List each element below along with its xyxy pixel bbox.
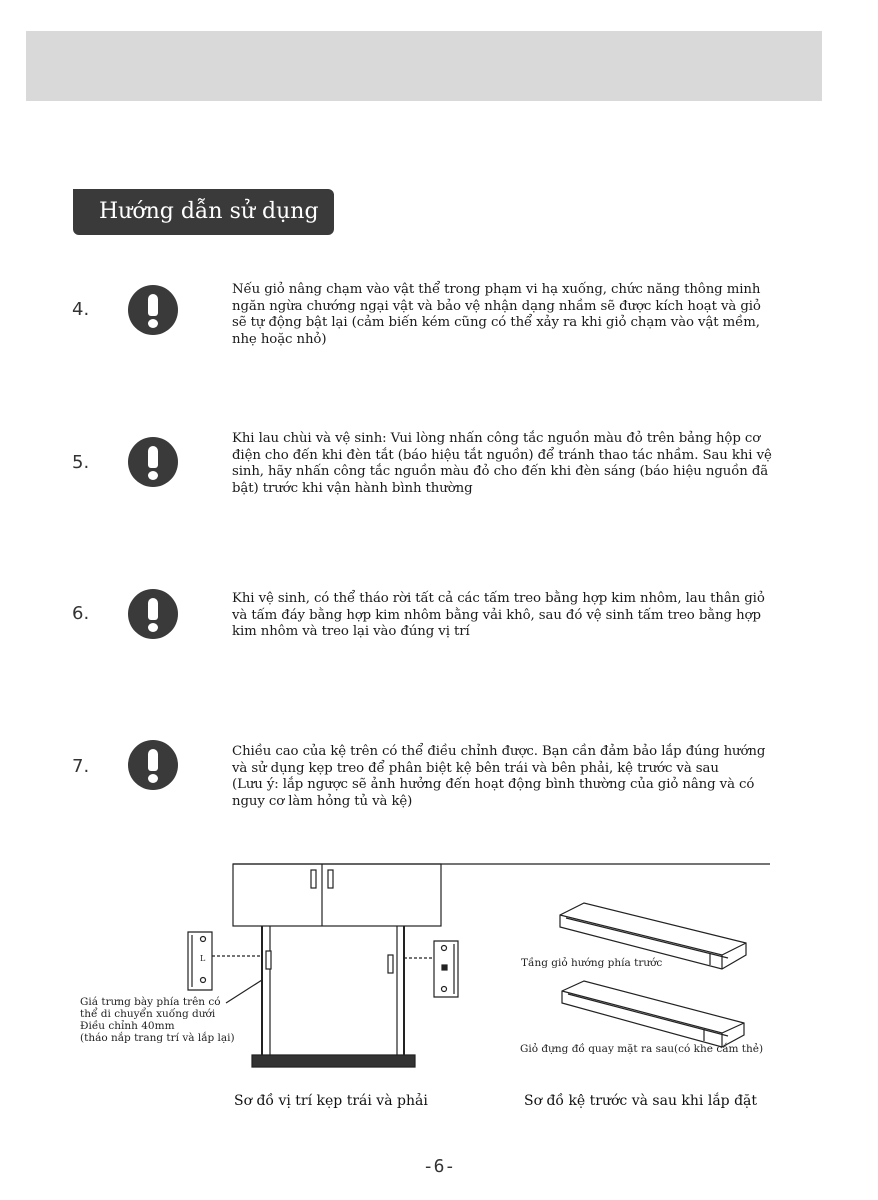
adjustment-note: Giá trưng bày phía trên có thể di chuyển xuống dưới Điều chỉnh 40mm (tháo nắp trang trí và lắp lại): [80, 996, 235, 1044]
item-number: 5.: [72, 452, 90, 473]
caption-clip-position: Sơ đồ vị trí kẹp trái và phải: [234, 1093, 428, 1109]
rear-tier-basket: [562, 981, 744, 1047]
header-band: [26, 31, 822, 101]
section-title: Hướng dẫn sử dụng: [73, 189, 334, 235]
exclamation-circle-icon: [128, 589, 178, 639]
front-tier-label: Tầng giỏ hướng phía trước: [521, 957, 663, 969]
item-number: 6.: [72, 603, 90, 624]
item-number: 7.: [72, 756, 90, 777]
page-number: -6-: [422, 1156, 456, 1177]
item-number: 4.: [72, 299, 90, 320]
item-text: Chiều cao của kệ trên có thể điều chỉnh được. Bạn cần đảm bảo lắp đúng hướng và sử dụng kẹp treo để phân biệt kệ bên trái và bên phải, kệ trước và sau (Lưu ý: lắp ngược sẽ ảnh hưởng đến hoạt động bình thường của giỏ nâng và có nguy cơ làm hỏng tủ và kệ): [232, 744, 766, 809]
item-text: Khi vệ sinh, có thể tháo rời tất cả các tấm treo bằng hợp kim nhôm, lau thân giỏ và tấm đáy bằng hợp kim nhôm bằng vải khô, sau đó vệ sinh tấm treo bằng hợp kim nhôm và treo lại vào đúng vị trí: [232, 591, 765, 639]
clip-left-letter: L: [200, 954, 206, 963]
item-text: Nếu giỏ nâng chạm vào vật thể trong phạm vi hạ xuống, chức năng thông minh ngăn ngừa chướng ngại vật và bảo vệ nhận dạng nhầm sẽ được kích hoạt và giỏ sẽ tự động bật lại (cảm biến kém cũng có thể xảy ra khi giỏ chạm vào vật mềm, nhẹ hoặc nhỏ): [232, 282, 761, 347]
exclamation-circle-icon: [128, 740, 178, 790]
installation-diagram: [0, 855, 878, 1075]
item-text: Khi lau chùi và vệ sinh: Vui lòng nhấn công tắc nguồn màu đỏ trên bảng hộp cơ điện cho đến khi đèn tắt (báo hiệu tắt nguồn) để tránh thao tác nhầm. Sau khi vệ sinh, hãy nhấn công tắc nguồn màu đỏ cho đến khi đèn sáng (báo hiệu nguồn đã bật) trước khi vận hành bình thường: [232, 431, 772, 496]
exclamation-circle-icon: [128, 437, 178, 487]
right-clip: [434, 941, 458, 997]
exclamation-circle-icon: [128, 285, 178, 335]
rear-tier-label: Giỏ đựng đồ quay mặt ra sau(có khe cắm thẻ): [520, 1043, 764, 1055]
caption-shelf-position: Sơ đồ kệ trước và sau khi lắp đặt: [524, 1093, 758, 1109]
